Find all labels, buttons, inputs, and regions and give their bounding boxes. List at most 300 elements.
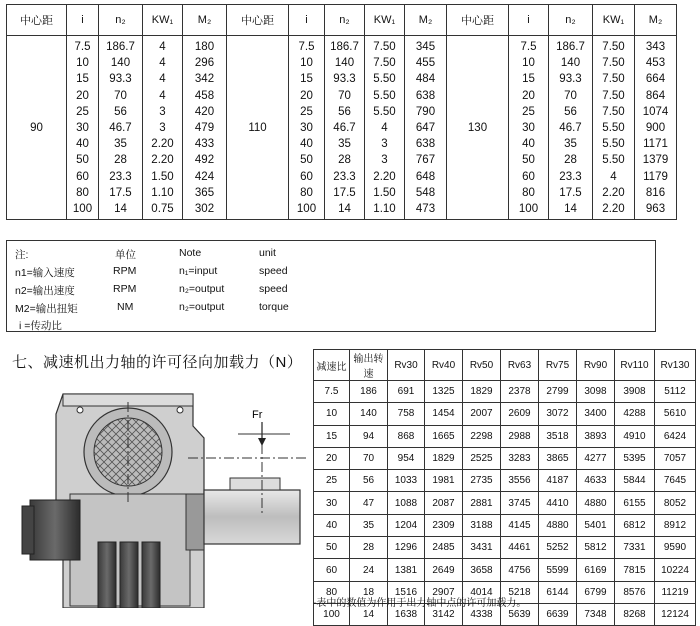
ratio-value: 50 — [522, 154, 535, 167]
ratio-value: 186.7 — [330, 41, 359, 53]
ratio-value: 70 — [338, 89, 351, 102]
ratio-value: 10 — [522, 57, 535, 70]
ratio-value: 816 — [645, 186, 666, 199]
load-cell: 1325 — [425, 381, 463, 403]
legend-col-note: Note — [179, 247, 202, 259]
ratio-value: 60 — [522, 170, 535, 183]
ratio-value: 35 — [338, 138, 351, 151]
ratio-value: 424 — [194, 170, 215, 183]
ratio-value: 56 — [338, 105, 351, 118]
table-row — [314, 514, 696, 536]
ratio-header-cell: M₂ — [405, 5, 447, 36]
ratio-header-cell: KW₁ — [593, 5, 635, 36]
legend-row-cn: i =传动比 — [19, 320, 62, 332]
load-cell: 4187 — [539, 470, 577, 492]
ratio-value: 479 — [194, 121, 215, 134]
load-cell: 5599 — [539, 559, 577, 581]
ratio-value: 28 — [114, 154, 127, 167]
load-cell: 5395 — [615, 447, 655, 469]
ratio-value: 1.10 — [373, 202, 396, 215]
load-cell: 3098 — [577, 381, 615, 403]
legend-row-cn: n1=输入速度 — [15, 267, 75, 279]
ratio-value: 638 — [415, 138, 436, 151]
load-cell: 691 — [388, 381, 425, 403]
load-cell: 2309 — [425, 514, 463, 536]
ratio-value: 70 — [564, 89, 577, 102]
ratio-value: 100 — [296, 202, 317, 215]
ratio-value: 70 — [114, 89, 127, 102]
load-cell: 1665 — [425, 425, 463, 447]
load-cell: 1088 — [388, 492, 425, 514]
load-cell: 11219 — [655, 581, 696, 603]
load-table-footnote: -表中的数值为作用于出力轴中点的许可加载力。 — [313, 598, 527, 609]
ratio-value: 5.50 — [602, 121, 625, 134]
ratio-value: 46.7 — [109, 121, 132, 134]
load-cell: 6169 — [577, 559, 615, 581]
ratio-value: 4 — [159, 41, 166, 53]
load-cell: 758 — [388, 403, 425, 425]
load-cell: 4880 — [577, 492, 615, 514]
ratio-value: 2.20 — [602, 186, 625, 199]
legend-row-unit: RPM — [113, 265, 137, 277]
load-cell: 3518 — [539, 425, 577, 447]
ratio-value: 4 — [159, 73, 166, 86]
ratio-column-kw1 — [593, 36, 635, 220]
load-header-cell: Rv75 — [539, 350, 577, 381]
ratio-value: 60 — [300, 170, 313, 183]
ratio-value: 80 — [522, 186, 535, 199]
ratio-value: 2.20 — [151, 138, 174, 151]
load-cell: 4288 — [615, 403, 655, 425]
ratio-value: 664 — [645, 73, 666, 86]
ratio-value: 4 — [610, 170, 617, 183]
ratio-value: 2.20 — [602, 202, 625, 215]
ratio-value: 4 — [159, 89, 166, 102]
ratio-column-n2 — [549, 36, 593, 220]
ratio-value: 186.7 — [106, 41, 135, 53]
load-table-header — [314, 350, 696, 381]
load-header-cell: Rv50 — [463, 350, 501, 381]
ratio-column-m2 — [183, 36, 227, 220]
ratio-header-cell: n₂ — [325, 5, 365, 36]
ratio-value: 23.3 — [109, 170, 132, 183]
load-cell: 3908 — [615, 381, 655, 403]
ratio-value: 14 — [338, 202, 351, 215]
ratio-value: 15 — [300, 73, 313, 86]
ratio-value: 2.20 — [373, 170, 396, 183]
ratio-value: 100 — [72, 202, 93, 215]
load-cell: 5252 — [539, 537, 577, 559]
load-cell: 1516 — [388, 581, 425, 603]
ratio-column-i — [289, 36, 325, 220]
load-cell: 3283 — [501, 447, 539, 469]
ratio-value: 7.5 — [298, 41, 315, 53]
load-cell: 94 — [350, 425, 388, 447]
section-title: 七、减速机出力轴的许可径向加载力（N） — [12, 354, 303, 371]
ratio-value: 453 — [645, 57, 666, 70]
load-cell: 24 — [350, 559, 388, 581]
ratio-value: 20 — [76, 89, 89, 102]
load-cell: 1829 — [425, 447, 463, 469]
load-cell: 1454 — [425, 403, 463, 425]
ratio-value: 648 — [415, 170, 436, 183]
load-table-body — [314, 381, 696, 626]
load-cell: 2298 — [463, 425, 501, 447]
load-cell: 4014 — [463, 581, 501, 603]
ratio-value: 7.50 — [373, 41, 396, 53]
load-cell: 186 — [350, 381, 388, 403]
ratio-header-cell: M₂ — [635, 5, 677, 36]
ratio-value: 1.50 — [151, 170, 174, 183]
load-cell: 2735 — [463, 470, 501, 492]
ratio-table — [6, 4, 677, 220]
load-cell: 2525 — [463, 447, 501, 469]
ratio-value: 2.20 — [151, 154, 174, 167]
load-cell: 1204 — [388, 514, 425, 536]
load-cell: 9590 — [655, 537, 696, 559]
ratio-table-header — [7, 5, 677, 36]
ratio-value: 50 — [300, 154, 313, 167]
load-cell: 30 — [314, 492, 350, 514]
load-cell: 8052 — [655, 492, 696, 514]
ratio-value: 7.50 — [602, 41, 625, 53]
ratio-value: 7.50 — [373, 57, 396, 70]
load-header-cell: Rv90 — [577, 350, 615, 381]
ratio-value: 7.50 — [602, 89, 625, 102]
ratio-value: 40 — [76, 138, 89, 151]
load-cell: 3072 — [539, 403, 577, 425]
ratio-value: 302 — [194, 202, 215, 215]
load-cell: 56 — [350, 470, 388, 492]
ratio-column-kw1 — [143, 36, 183, 220]
ratio-value: 10 — [300, 57, 313, 70]
ratio-column-kw1 — [365, 36, 405, 220]
ratio-value: 1179 — [643, 170, 668, 183]
load-cell: 25 — [314, 470, 350, 492]
ratio-value: 3 — [159, 105, 166, 118]
ratio-value: 23.3 — [559, 170, 582, 183]
ratio-value: 30 — [300, 121, 313, 134]
load-cell: 3658 — [463, 559, 501, 581]
table-row — [314, 381, 696, 403]
ratio-header-cell: n₂ — [549, 5, 593, 36]
load-cell: 954 — [388, 447, 425, 469]
ratio-table-body — [7, 36, 677, 220]
ratio-value: 5.50 — [373, 105, 396, 118]
legend-row-note: n₁=input — [179, 265, 218, 277]
load-cell: 14 — [350, 603, 388, 625]
load-cell: 18 — [350, 581, 388, 603]
table-row — [314, 470, 696, 492]
ratio-value: 473 — [415, 202, 436, 215]
ratio-value: 638 — [415, 89, 436, 102]
load-cell: 868 — [388, 425, 425, 447]
load-cell: 4756 — [501, 559, 539, 581]
ratio-value: 60 — [76, 170, 89, 183]
ratio-value: 25 — [522, 105, 535, 118]
load-cell: 5218 — [501, 581, 539, 603]
load-cell: 3893 — [577, 425, 615, 447]
load-cell: 12124 — [655, 603, 696, 625]
ratio-value: 3 — [381, 138, 388, 151]
load-cell: 2378 — [501, 381, 539, 403]
load-header-cell: Rv63 — [501, 350, 539, 381]
load-cell: 6812 — [615, 514, 655, 536]
ratio-value: 100 — [518, 202, 539, 215]
ratio-column-m2 — [405, 36, 447, 220]
load-cell: 35 — [350, 514, 388, 536]
load-cell: 7057 — [655, 447, 696, 469]
ratio-value: 5.50 — [373, 73, 396, 86]
ratio-value: 5.50 — [602, 138, 625, 151]
ratio-value: 7.50 — [602, 105, 625, 118]
ratio-value: 1.50 — [373, 186, 396, 199]
load-cell: 5812 — [577, 537, 615, 559]
load-cell: 3745 — [501, 492, 539, 514]
ratio-header-cell: KW₁ — [143, 5, 183, 36]
ratio-value: 14 — [114, 202, 127, 215]
load-cell: 3431 — [463, 537, 501, 559]
load-cell: 4145 — [501, 514, 539, 536]
ratio-value: 345 — [415, 41, 436, 53]
ratio-column-n2 — [325, 36, 365, 220]
ratio-value: 80 — [300, 186, 313, 199]
load-cell: 6799 — [577, 581, 615, 603]
radial-load-table — [313, 349, 696, 626]
load-cell: 4277 — [577, 447, 615, 469]
legend-col-unit-cn: 单位 — [115, 249, 136, 261]
load-cell: 4633 — [577, 470, 615, 492]
ratio-value: 15 — [522, 73, 535, 86]
ratio-value: 455 — [415, 57, 436, 70]
legend-box — [6, 240, 656, 332]
ratio-value: 14 — [564, 202, 577, 215]
ratio-value: 35 — [564, 138, 577, 151]
ratio-value: 3 — [159, 121, 166, 134]
load-cell: 15 — [314, 425, 350, 447]
table-row — [314, 403, 696, 425]
load-cell: 3865 — [539, 447, 577, 469]
load-header-cell: Rv40 — [425, 350, 463, 381]
legend-row-cn: M2=输出扭矩 — [15, 303, 78, 315]
load-cell: 8268 — [615, 603, 655, 625]
table-row — [314, 447, 696, 469]
ratio-value: 1074 — [642, 105, 669, 118]
ratio-value: 25 — [76, 105, 89, 118]
load-cell: 10 — [314, 403, 350, 425]
ratio-value: 433 — [194, 138, 215, 151]
ratio-column-i — [509, 36, 549, 220]
ratio-value: 365 — [194, 186, 215, 199]
ratio-value: 1379 — [642, 154, 669, 167]
table-row — [314, 537, 696, 559]
ratio-value: 900 — [645, 121, 666, 134]
load-cell: 1638 — [388, 603, 425, 625]
ratio-value: 790 — [415, 105, 436, 118]
load-cell: 7331 — [615, 537, 655, 559]
legend-row-note: n₂=output — [179, 283, 225, 295]
ratio-value: 50 — [76, 154, 89, 167]
force-label: Fr — [252, 409, 263, 421]
load-cell: 60 — [314, 559, 350, 581]
ratio-value: 492 — [194, 154, 215, 167]
ratio-value: 30 — [522, 121, 535, 134]
ratio-value: 20 — [300, 89, 313, 102]
ratio-column-i — [67, 36, 99, 220]
center-distance-cell: 130 — [447, 36, 509, 220]
legend-row-en: speed — [259, 265, 288, 277]
ratio-header-cell: i — [509, 5, 549, 36]
load-header-cell: Rv110 — [615, 350, 655, 381]
ratio-value: 296 — [194, 57, 215, 70]
ratio-value: 647 — [415, 121, 436, 134]
load-cell: 4461 — [501, 537, 539, 559]
load-cell: 6639 — [539, 603, 577, 625]
ratio-value: 7.5 — [520, 41, 537, 53]
load-cell: 140 — [350, 403, 388, 425]
load-cell: 10224 — [655, 559, 696, 581]
ratio-value: 458 — [194, 89, 215, 102]
ratio-value: 963 — [645, 202, 666, 215]
load-cell: 4410 — [539, 492, 577, 514]
load-cell: 3400 — [577, 403, 615, 425]
load-cell: 2799 — [539, 381, 577, 403]
load-cell: 3142 — [425, 603, 463, 625]
legend-row-en: torque — [259, 301, 289, 313]
ratio-value: 342 — [194, 73, 215, 86]
ratio-column-n2 — [99, 36, 143, 220]
load-cell: 3188 — [463, 514, 501, 536]
load-header-cell: Rv30 — [388, 350, 425, 381]
ratio-value: 93.3 — [333, 73, 356, 86]
load-cell: 6144 — [539, 581, 577, 603]
ratio-value: 25 — [300, 105, 313, 118]
ratio-value: 864 — [645, 89, 666, 102]
load-header-cell: 减速比 — [314, 350, 350, 381]
load-cell: 7348 — [577, 603, 615, 625]
center-distance-cell: 110 — [227, 36, 289, 220]
ratio-value: 420 — [194, 105, 215, 118]
ratio-value: 56 — [114, 105, 127, 118]
note-label: 注: — [15, 249, 29, 261]
ratio-value: 4 — [381, 121, 388, 134]
ratio-value: 15 — [76, 73, 89, 86]
ratio-value: 1.10 — [151, 186, 174, 199]
ratio-value: 93.3 — [109, 73, 132, 86]
ratio-value: 7.5 — [74, 41, 91, 53]
load-cell: 2087 — [425, 492, 463, 514]
ratio-value: 10 — [76, 57, 89, 70]
ratio-value: 140 — [334, 57, 355, 70]
ratio-value: 0.75 — [151, 202, 174, 215]
ratio-value: 180 — [194, 41, 215, 53]
load-header-cell: Rv130 — [655, 350, 696, 381]
load-cell: 20 — [314, 447, 350, 469]
ratio-header-cell: KW₁ — [365, 5, 405, 36]
ratio-value: 7.50 — [602, 57, 625, 70]
load-cell: 50 — [314, 537, 350, 559]
ratio-value: 5.50 — [602, 154, 625, 167]
ratio-value: 7.50 — [602, 73, 625, 86]
load-cell: 4880 — [539, 514, 577, 536]
ratio-value: 343 — [645, 41, 666, 53]
ratio-value: 46.7 — [559, 121, 582, 134]
ratio-value: 3 — [381, 154, 388, 167]
ratio-value: 17.5 — [559, 186, 582, 199]
load-cell: 28 — [350, 537, 388, 559]
ratio-header-cell: 中心距 — [447, 5, 509, 36]
legend-row-unit: RPM — [113, 283, 137, 295]
ratio-value: 17.5 — [109, 186, 132, 199]
load-cell: 40 — [314, 514, 350, 536]
table-row — [314, 425, 696, 447]
ratio-value: 767 — [415, 154, 436, 167]
legend-row-cn: n2=输出速度 — [15, 285, 75, 297]
ratio-value: 548 — [415, 186, 436, 199]
load-cell: 2007 — [463, 403, 501, 425]
ratio-header-cell: i — [289, 5, 325, 36]
legend-col-unit-en: unit — [259, 247, 276, 259]
load-cell: 4338 — [463, 603, 501, 625]
ratio-header-cell: n₂ — [99, 5, 143, 36]
ratio-column-m2 — [635, 36, 677, 220]
ratio-value: 30 — [76, 121, 89, 134]
load-cell: 8576 — [615, 581, 655, 603]
load-cell: 2907 — [425, 581, 463, 603]
load-cell: 70 — [350, 447, 388, 469]
legend-row-note: n₂=output — [179, 301, 225, 313]
ratio-value: 484 — [415, 73, 436, 86]
load-cell: 3556 — [501, 470, 539, 492]
load-cell: 2485 — [425, 537, 463, 559]
ratio-value: 80 — [76, 186, 89, 199]
load-cell: 5610 — [655, 403, 696, 425]
ratio-header-cell: M₂ — [183, 5, 227, 36]
ratio-value: 40 — [300, 138, 313, 151]
ratio-value: 23.3 — [333, 170, 356, 183]
load-cell: 1296 — [388, 537, 425, 559]
load-cell: 80 — [314, 581, 350, 603]
load-header-cell: 输出转速 — [350, 350, 388, 381]
ratio-value: 4 — [159, 57, 166, 70]
legend-row-unit: NM — [117, 301, 134, 313]
load-cell: 5639 — [501, 603, 539, 625]
table-row — [314, 559, 696, 581]
load-cell: 2988 — [501, 425, 539, 447]
load-cell: 7815 — [615, 559, 655, 581]
load-cell: 8912 — [655, 514, 696, 536]
ratio-header-cell: 中心距 — [227, 5, 289, 36]
load-cell: 5844 — [615, 470, 655, 492]
ratio-value: 20 — [522, 89, 535, 102]
load-cell: 1033 — [388, 470, 425, 492]
load-cell: 5112 — [655, 381, 696, 403]
legend-row-en: speed — [259, 283, 288, 295]
load-cell: 1829 — [463, 381, 501, 403]
load-cell: 7.5 — [314, 381, 350, 403]
ratio-value: 40 — [522, 138, 535, 151]
load-cell: 100 — [314, 603, 350, 625]
ratio-value: 35 — [114, 138, 127, 151]
ratio-value: 28 — [564, 154, 577, 167]
ratio-value: 17.5 — [333, 186, 356, 199]
ratio-value: 28 — [338, 154, 351, 167]
ratio-value: 56 — [564, 105, 577, 118]
table-row — [314, 492, 696, 514]
gearbox-drawing — [8, 374, 308, 608]
ratio-value: 186.7 — [556, 41, 585, 53]
load-cell: 2649 — [425, 559, 463, 581]
